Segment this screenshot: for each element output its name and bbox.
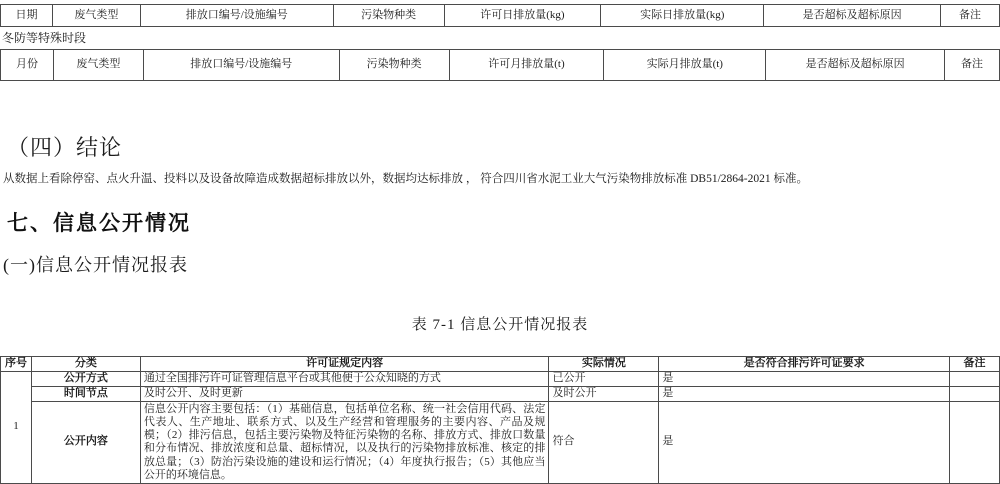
- daily-emissions-table: [0, 4, 1000, 27]
- info-header-index: 序号: [1, 357, 32, 372]
- info-header-category: 分类: [31, 357, 140, 372]
- monthly-header-gas-type: 废气类型: [53, 50, 143, 81]
- info-cell-actual: 符合: [549, 401, 659, 483]
- daily-table-header-row: [1, 5, 1000, 27]
- monthly-header-exceedance: 是否超标及超标原因: [766, 50, 945, 81]
- daily-header-actual: 实际日排放量(kg): [601, 5, 764, 27]
- section7-heading: 七、信息公开情况: [7, 212, 191, 235]
- monthly-table-header-row: [1, 50, 1000, 81]
- info-cell-compliant: 是: [659, 401, 950, 483]
- info-cell-actual: 及时公开: [549, 386, 659, 401]
- monthly-emissions-table: [0, 49, 1000, 81]
- info-row-content: [1, 401, 1000, 483]
- info-header-compliant: 是否符合排污许可证要求: [659, 357, 950, 372]
- info-cell-required: 及时公开、及时更新: [140, 386, 549, 401]
- section7-subheading: (一)信息公开情况报表: [3, 255, 188, 275]
- daily-header-note: 备注: [940, 5, 999, 27]
- daily-header-permitted: 许可日排放量(kg): [444, 5, 601, 27]
- table7-caption: 表 7-1 信息公开情况报表: [411, 317, 589, 333]
- info-cell-note: [950, 401, 1000, 483]
- info-row-method: [1, 371, 1000, 386]
- info-header-note: 备注: [950, 357, 1000, 372]
- conclusion-heading: （四）结论: [7, 135, 123, 160]
- monthly-header-outlet-id: 排放口编号/设施编号: [143, 50, 339, 81]
- info-cell-compliant: 是: [659, 386, 950, 401]
- info-table-header-row: [1, 357, 1000, 372]
- monthly-header-pollutant: 污染物种类: [339, 50, 449, 81]
- info-row-group-index: 1: [1, 371, 32, 483]
- info-header-actual: 实际情况: [549, 357, 659, 372]
- info-cell-required: 信息公开内容主要包括：（1）基础信息，包括单位名称、统一社会信用代码、法定代表人、生产地址、联系方式、以及生产经营和管理服务的主要内容、产品及规模；（2）排污信息，包括主要污染物及特征污染物的名称、排放方式、排放口数量和分布情况、排放浓度和总量、超标情况，以及执行的污染物排放标准、核定的排放总量；（3）防治污染设施的建设和运行情况；（4）年度执行报告；（5）其他应当公开的环境信息。: [140, 401, 549, 483]
- info-row-timing: [1, 386, 1000, 401]
- monthly-header-actual: 实际月排放量(t): [604, 50, 766, 81]
- monthly-header-note: 备注: [945, 50, 1000, 81]
- info-cell-category: 时间节点: [31, 386, 140, 401]
- daily-header-gas-type: 废气类型: [52, 5, 140, 27]
- daily-header-exceedance: 是否超标及超标原因: [764, 5, 941, 27]
- monthly-header-permitted: 许可月排放量(t): [449, 50, 604, 81]
- info-cell-compliant: 是: [659, 371, 950, 386]
- info-cell-category: 公开方式: [31, 371, 140, 386]
- info-cell-actual: 已公开: [549, 371, 659, 386]
- info-cell-required: 通过全国排污许可证管理信息平台或其他便于公众知晓的方式: [140, 371, 549, 386]
- daily-header-outlet-id: 排放口编号/设施编号: [140, 5, 333, 27]
- info-disclosure-table: [0, 356, 1000, 484]
- monthly-header-month: 月份: [1, 50, 54, 81]
- conclusion-paragraph: 从数据上看除停窑、点火升温、投料以及设备故障造成数据超标排放以外，数据均达标排放 ， 符合四川省水泥工业大气污染物排放标准 DB51/2864-2021 标准。: [3, 173, 808, 185]
- daily-header-pollutant: 污染物种类: [333, 5, 444, 27]
- info-cell-note: [950, 371, 1000, 386]
- info-cell-note: [950, 386, 1000, 401]
- special-period-label: 冬防等特殊时段: [2, 31, 87, 45]
- info-header-required: 许可证规定内容: [140, 357, 549, 372]
- daily-header-date: 日期: [1, 5, 53, 27]
- info-cell-category: 公开内容: [31, 401, 140, 483]
